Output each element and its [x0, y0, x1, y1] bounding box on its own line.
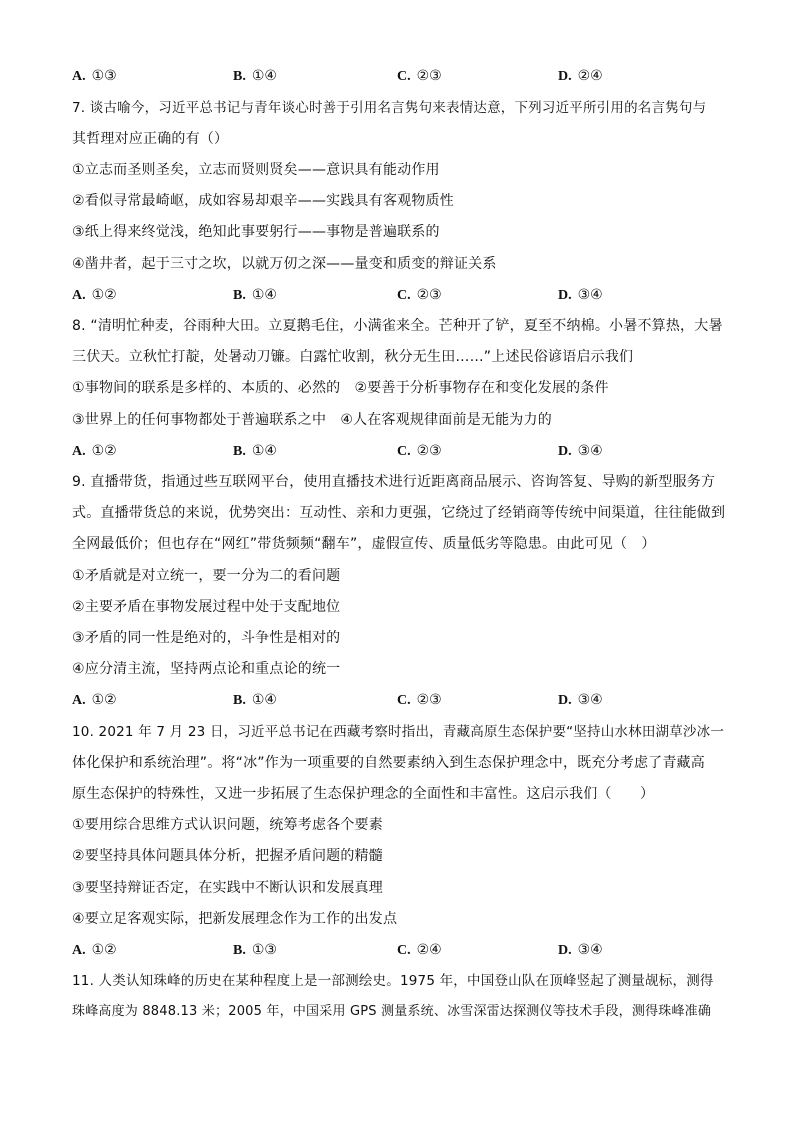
- q7-statement-1: ①立志而圣则圣矣，立志而贤则贤矣——意识具有能动作用: [72, 162, 440, 178]
- q10-option-d: D. ③④: [558, 942, 603, 958]
- q10-option-b: B. ①③: [233, 942, 277, 958]
- q9-options: [72, 690, 727, 710]
- q9-stem-line-1: 9. 直播带货，指通过些互联网平台，使用直播技术进行近距离商品展示、咨询答复、导购的新型服务方: [72, 474, 716, 490]
- q9-statement-2: ②主要矛盾在事物发展过程中处于支配地位: [72, 599, 341, 615]
- q10-statement-2: ②要坚持具体问题具体分析，把握矛盾问题的精髓: [72, 848, 383, 864]
- q7-stem-line-2: 其哲理对应正确的有（）: [72, 131, 229, 147]
- q10-option-c: C. ②④: [397, 942, 442, 958]
- q10-option-a: A. ①②: [72, 942, 117, 958]
- q6-option-a: A. ①③: [72, 68, 117, 84]
- q10-options: [72, 940, 727, 960]
- q8-stem-line-2: 三伏天。立秋忙打靛，处暑动刀镰。白露忙收割，秋分无生田……”上述民俗谚语启示我们: [72, 349, 634, 365]
- q10-statement-1: ①要用综合思维方式认识问题，统筹考虑各个要素: [72, 817, 383, 833]
- q7-stem-line-1: 7. 谈古喻今，习近平总书记与青年谈心时善于引用名言隽句来表情达意，下列习近平所引用的名言隽句与: [72, 100, 707, 116]
- q9-option-a: A. ①②: [72, 692, 117, 708]
- q9-option-b: B. ①④: [233, 692, 277, 708]
- q11-stem-line-1: 11. 人类认知珠峰的历史在某种程度上是一部测绘史。1975 年，中国登山队在顶峰竖起了测量觇标，测得: [72, 973, 714, 989]
- q10-statement-3: ③要坚持辩证否定，在实践中不断认识和发展真理: [72, 880, 383, 896]
- q8-option-b: B. ①④: [233, 443, 277, 459]
- q11-stem-line-2: 珠峰高度为 8848.13 米；2005 年，中国采用 GPS 测量系统、冰雪深雷达探测仪等技术手段，测得珠峰准确: [72, 1004, 712, 1019]
- q9-statement-1: ①矛盾就是对立统一，要一分为二的看问题: [72, 568, 341, 584]
- q8-statements-3-4: ③世界上的任何事物都处于普遍联系之中 ④人在客观规律面前是无能为力的: [72, 412, 552, 428]
- q7-statement-2: ②看似寻常最崎岖，成如容易却艰辛——实践具有客观物质性: [72, 193, 454, 209]
- q8-stem-line-1: 8. “清明忙种麦，谷雨种大田。立夏鹅毛住，小满雀来全。芒种开了铲，夏至不纳棉。小暑不算热，大暑: [72, 318, 723, 334]
- q7-option-d: D. ③④: [558, 287, 603, 303]
- q7-option-c: C. ②③: [397, 287, 442, 303]
- q6-option-c: C. ②③: [397, 68, 442, 84]
- q8-option-a: A. ①②: [72, 443, 117, 459]
- q10-stem-line-2: 体化保护和系统治理”。将“冰”作为一项重要的自然要素纳入到生态保护理念中，既充分考虑了青藏高: [72, 755, 705, 771]
- q9-option-d: D. ③④: [558, 692, 603, 708]
- q8-option-c: C. ②③: [397, 443, 442, 459]
- q8-statements-1-2: ①事物间的联系是多样的、本质的、必然的 ②要善于分析事物存在和变化发展的条件: [72, 380, 609, 396]
- q10-stem-line-3: 原生态保护的特殊性，又进一步拓展了生态保护理念的全面性和丰富性。这启示我们（ ）: [72, 786, 655, 802]
- q7-options: [72, 285, 727, 305]
- q7-option-a: A. ①②: [72, 287, 117, 303]
- q9-statement-4: ④应分清主流，坚持两点论和重点论的统一: [72, 661, 341, 677]
- q10-statement-4: ④要立足客观实际，把新发展理念作为工作的出发点: [72, 911, 398, 927]
- q9-option-c: C. ②③: [397, 692, 442, 708]
- q10-stem-line-1: 10. 2021 年 7 月 23 日，习近平总书记在西藏考察时指出，青藏高原生态保护要“坚持山水林田湖草沙冰一: [72, 724, 725, 740]
- q6-option-d: D. ②④: [558, 68, 603, 84]
- q9-statement-3: ③矛盾的同一性是绝对的，斗争性是相对的: [72, 630, 341, 646]
- q6-option-b: B. ①④: [233, 68, 277, 84]
- q8-option-d: D. ③④: [558, 443, 603, 459]
- q6-options: [72, 66, 727, 86]
- q8-options: [72, 441, 727, 461]
- q9-stem-line-3: 全网最低价；但也存在“网红”带货频频“翻车”，虚假宣传、质量低劣等隐患。由此可见（ ）: [72, 536, 656, 552]
- q9-stem-line-2: 式。直播带货总的来说，优势突出：互动性、亲和力更强，它绕过了经销商等传统中间渠道，往往能做到: [72, 505, 726, 521]
- q7-statement-4: ④凿井者，起于三寸之坎，以就万仞之深——量变和质变的辩证关系: [72, 256, 497, 272]
- q7-option-b: B. ①④: [233, 287, 277, 303]
- q7-statement-3: ③纸上得来终觉浅，绝知此事要躬行——事物是普遍联系的: [72, 224, 440, 240]
